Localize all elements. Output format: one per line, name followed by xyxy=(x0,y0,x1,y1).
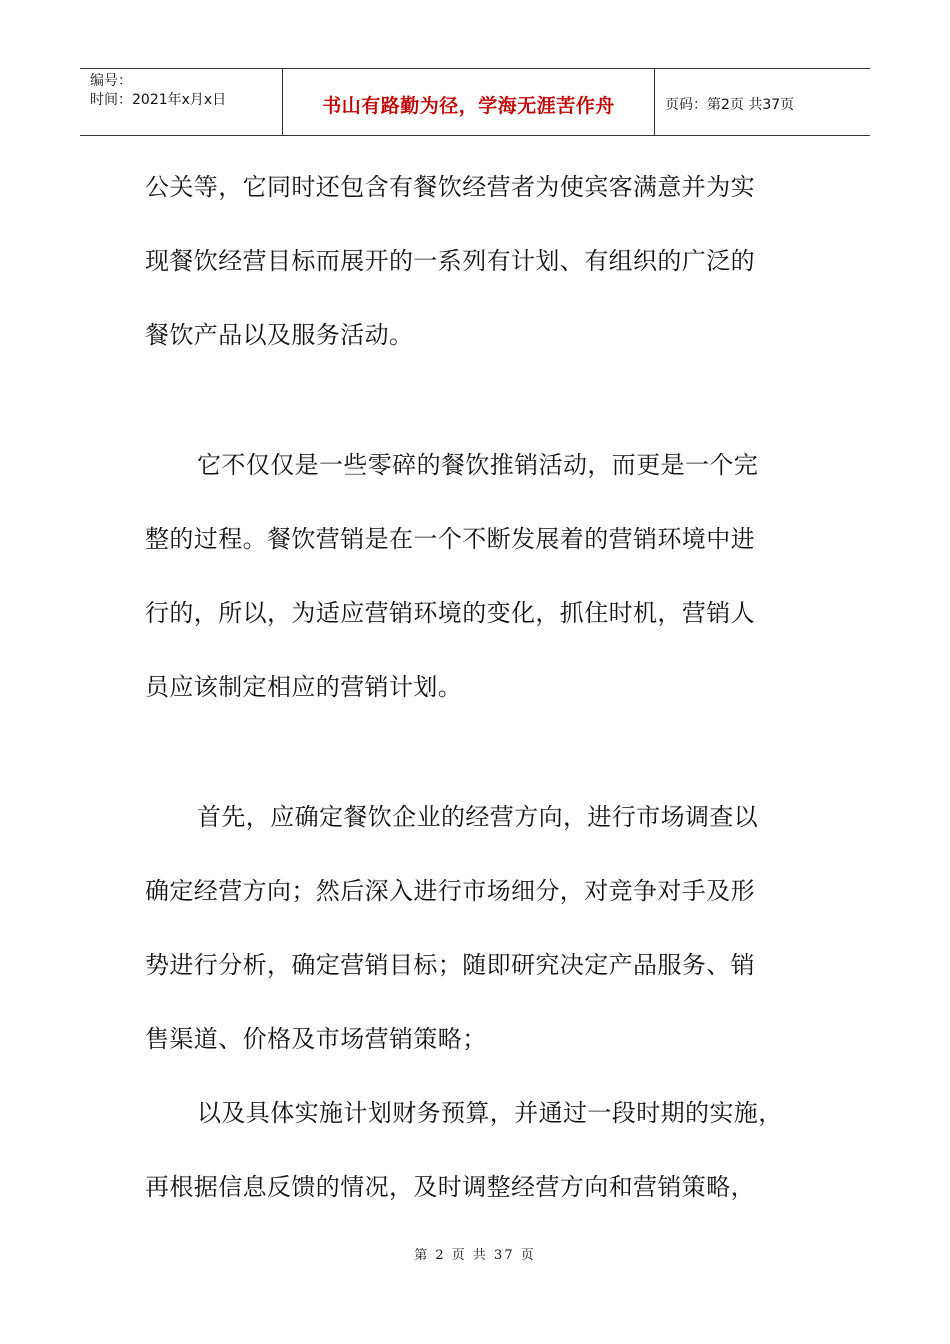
paragraph-4 xyxy=(145,1076,815,1224)
header-motto-cell xyxy=(283,69,655,135)
date-label: 时间：2021年x月x日 xyxy=(90,92,227,108)
paragraph-line: 行的，所以，为适应营销环境的变化，抓住时机，营销人 xyxy=(145,599,755,627)
paragraph-spacer xyxy=(145,724,815,780)
paragraph-line: 它不仅仅是一些零碎的餐饮推销活动，而更是一个完 xyxy=(197,451,759,479)
paragraph-line: 餐饮产品以及服务活动。 xyxy=(145,321,414,349)
page-footer xyxy=(0,1244,950,1263)
header-page-info: 页码：第2页 共37页 xyxy=(665,97,795,113)
paragraph-line: 首先，应确定餐饮企业的经营方向，进行市场调查以 xyxy=(197,803,759,831)
paragraph-line: 再根据信息反馈的情况，及时调整经营方向和营销策略， xyxy=(145,1173,755,1201)
paragraph-line: 确定经营方向；然后深入进行市场细分，对竞争对手及形 xyxy=(145,877,755,905)
paragraph-line: 整的过程。餐饮营销是在一个不断发展着的营销环境中进 xyxy=(145,525,755,553)
paragraph-line: 售渠道、价格及市场营销策略； xyxy=(145,1025,487,1053)
paragraph-line: 员应该制定相应的营销计划。 xyxy=(145,673,463,701)
footer-page-number: 第 2 页 共 37 页 xyxy=(414,1248,536,1263)
document-body xyxy=(145,150,815,1224)
paragraph-line: 以及具体实施计划财务预算，并通过一段时期的实施， xyxy=(197,1099,783,1127)
serial-label: 编号： xyxy=(90,73,132,89)
paragraph-1 xyxy=(145,150,815,372)
paragraph-3 xyxy=(145,780,815,1076)
page-header xyxy=(80,68,870,136)
motto-text: 书山有路勤为径，学海无涯苦作舟 xyxy=(322,94,615,117)
paragraph-line: 现餐饮经营目标而展开的一系列有计划、有组织的广泛的 xyxy=(145,247,755,275)
paragraph-line: 势进行分析，确定营销目标；随即研究决定产品服务、销 xyxy=(145,951,755,979)
header-page-cell xyxy=(655,69,870,135)
header-meta-cell xyxy=(80,69,283,135)
paragraph-spacer xyxy=(145,372,815,428)
paragraph-2 xyxy=(145,428,815,724)
paragraph-line: 公关等，它同时还包含有餐饮经营者为使宾客满意并为实 xyxy=(145,173,755,201)
